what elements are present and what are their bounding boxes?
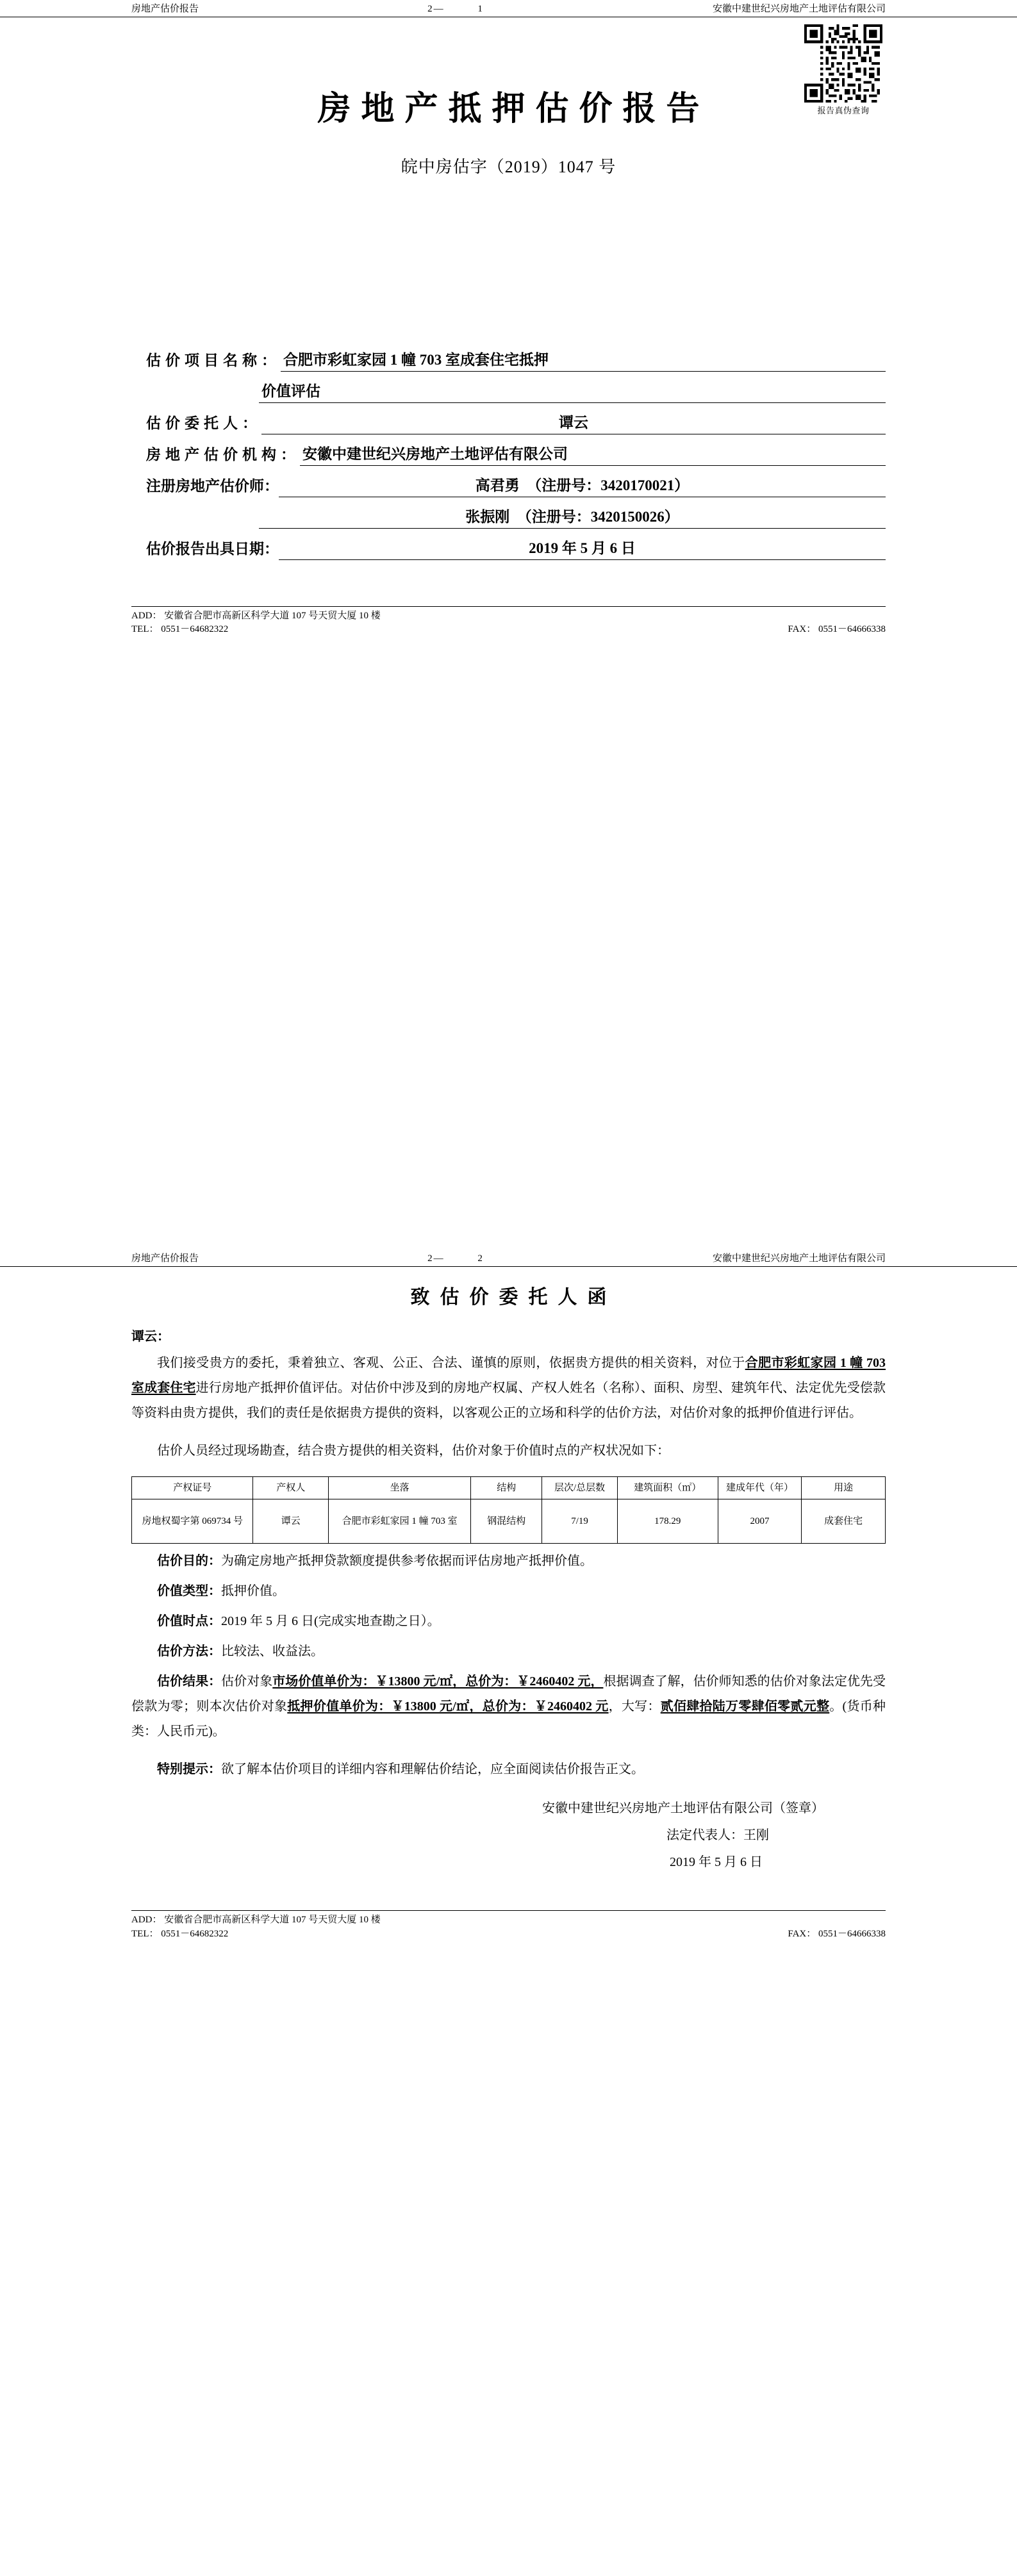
para1-part-a: 我们接受贵方的委托，秉着独立、客观、公正、合法、谨慎的原则，依据贵方提供的相关资料，对位于 <box>157 1355 745 1370</box>
cover-footer <box>0 609 1017 638</box>
special-note-paragraph <box>131 1757 886 1782</box>
cell-location: 合肥市彩虹家园 1 幢 703 室 <box>329 1499 471 1543</box>
mortgage-value-highlight: 抵押价值单价为：￥13800 元/㎡，总价为：￥2460402 元 <box>287 1699 609 1713</box>
running-header-left: 房地产估价报告 <box>131 4 199 14</box>
qr-code-icon <box>804 24 882 103</box>
item-value: 2019 年 5 月 6 日(完成实地查勘之日）。 <box>221 1614 440 1628</box>
result-part-e: ，大写： <box>608 1699 661 1713</box>
field-value: 合肥市彩虹家园 1 幢 703 室成套住宅抵押 <box>281 349 886 372</box>
col-usage: 用途 <box>802 1476 886 1499</box>
field-value: 2019 年 5 月 6 日 <box>279 538 886 560</box>
cell-structure: 钢混结构 <box>471 1499 542 1543</box>
footer-address: ADD： 安徽省合肥市高新区科学大道 107 号天贸大厦 10 楼 <box>131 1914 381 1925</box>
field-value: 高君勇 （注册号：3420170021） <box>279 475 886 497</box>
special-note-label: 特别提示： <box>157 1762 221 1776</box>
col-owner: 产权人 <box>253 1476 329 1499</box>
running-header-right: 安徽中建世纪兴房地产土地评估有限公司 <box>712 1253 886 1264</box>
field-value: 谭云 <box>261 412 886 434</box>
footer-fax: FAX： 0551－64666338 <box>788 624 886 635</box>
signature-legal-rep: 法定代表人：王刚 <box>666 1828 769 1842</box>
item-value: 比较法、收益法。 <box>221 1644 324 1658</box>
field-label: 估价委托人： <box>146 415 261 431</box>
cell-floor: 7/19 <box>542 1499 618 1543</box>
footer-divider-2 <box>131 1910 886 1911</box>
field-label: 注册房地产估价师： <box>146 477 279 494</box>
special-note-value: 欲了解本估价项目的详细内容和理解估价结论，应全面阅读估价报告正文。 <box>221 1762 644 1776</box>
item-appraisal-purpose <box>131 1549 886 1574</box>
table-header-row <box>132 1476 886 1499</box>
footer-fax: FAX： 0551－64666338 <box>788 1928 886 1939</box>
qr-code-block <box>801 24 886 116</box>
field-label: 房地产估价机构： <box>146 446 300 463</box>
letter-title: 致估价委托人函 <box>410 1286 617 1308</box>
letter-footer <box>0 1913 1017 1942</box>
report-number: 皖中房估字（2019）1047 号 <box>401 157 616 176</box>
running-header-2 <box>0 1253 1017 1267</box>
footer-tel: TEL： 0551－64682322 <box>131 1928 229 1939</box>
field-value: 张振刚 （注册号：3420150026） <box>259 506 886 529</box>
market-value-highlight: 市场价值单价为：￥13800 元/㎡，总价为：￥2460402 元， <box>272 1674 604 1688</box>
running-header <box>0 4 1017 17</box>
field-project-name-cont <box>146 381 886 403</box>
col-area: 建筑面积（㎡） <box>617 1476 718 1499</box>
letter-body <box>0 1325 1017 1876</box>
col-certificate-no: 产权证号 <box>132 1476 253 1499</box>
amount-in-words-highlight: 贰佰肆拾陆万零肆佰零贰元整 <box>660 1699 830 1713</box>
item-key: 价值时点： <box>157 1614 221 1628</box>
field-project-name <box>146 349 886 372</box>
col-location: 坐落 <box>329 1476 471 1499</box>
field-client <box>146 412 886 434</box>
result-part-a: 估价对象 <box>221 1674 273 1688</box>
cell-year-built: 2007 <box>718 1499 802 1543</box>
signature-block <box>131 1795 886 1876</box>
letter-paragraph-1 <box>131 1351 886 1426</box>
para1-part-c: 进行房地产抵押价值评估。对估价中涉及到的房地产权属、产权人姓名（名称）、面积、房型、建筑年代、法定优先受偿款等资料由贵方提供，我们的责任是依据贵方提供的资料，以客观公正的立场和科学的估价方法，对估价对象的抵押价值进行评估。 <box>131 1380 886 1420</box>
letter-page <box>0 1250 1017 1947</box>
cell-owner: 谭云 <box>253 1499 329 1543</box>
property-table <box>131 1476 886 1544</box>
signature-company: 安徽中建世纪兴房地产土地评估有限公司（签章） <box>542 1801 824 1815</box>
item-key: 价值类型： <box>157 1583 221 1598</box>
item-appraisal-method <box>131 1639 886 1664</box>
item-key: 估价目的： <box>157 1553 221 1568</box>
running-header-page: 2— 2 <box>427 1253 484 1264</box>
col-structure: 结构 <box>471 1476 542 1499</box>
running-header-right: 安徽中建世纪兴房地产土地评估有限公司 <box>712 4 886 14</box>
footer-tel: TEL： 0551－64682322 <box>131 624 229 635</box>
item-value: 为确定房地产抵押贷款额度提供参考依据而评估房地产抵押价值。 <box>221 1553 593 1568</box>
result-label: 估价结果： <box>157 1674 222 1688</box>
result-part-c: 根据调查了解，估价师知悉的估价对象法定优先受偿款为零；则本次估价对象 <box>131 1674 886 1713</box>
field-appraisal-agency <box>146 443 886 466</box>
col-floor: 层次/总层数 <box>542 1476 618 1499</box>
table-row <box>132 1499 886 1543</box>
item-value: 抵押价值。 <box>221 1583 285 1598</box>
field-label: 估价项目名称： <box>146 352 281 368</box>
cell-certificate-no: 房地权蜀字第 069734 号 <box>132 1499 253 1543</box>
cover-page <box>0 0 1017 1250</box>
signature-date: 2019 年 5 月 6 日 <box>670 1854 763 1869</box>
appraisal-result-paragraph <box>131 1669 886 1744</box>
letter-paragraph-2: 估价人员经过现场勘查，结合贵方提供的相关资料，估价对象于价值时点的产权状况如下： <box>157 1443 670 1458</box>
cover-fields <box>0 349 1017 560</box>
field-value: 价值评估 <box>259 381 886 403</box>
field-label: 估价报告出具日期： <box>146 540 279 557</box>
field-value: 安徽中建世纪兴房地产土地评估有限公司 <box>300 443 886 466</box>
cell-area: 178.29 <box>617 1499 718 1543</box>
cell-usage: 成套住宅 <box>802 1499 886 1543</box>
col-year-built: 建成年代（年） <box>718 1476 802 1499</box>
running-header-page: 2— 1 <box>427 4 484 14</box>
footer-address: ADD： 安徽省合肥市高新区科学大道 107 号天贸大厦 10 楼 <box>131 610 381 621</box>
item-key: 估价方法： <box>157 1644 221 1658</box>
letter-salutation: 谭云： <box>131 1329 170 1344</box>
field-appraiser-2 <box>146 506 886 529</box>
running-header-left: 房地产估价报告 <box>131 1253 199 1264</box>
result-part-g: 。(货币种类：人民币元)。 <box>131 1699 886 1738</box>
property-address-highlight: 合肥市彩虹家园 1 幢 703 室成套住宅 <box>131 1355 886 1395</box>
field-issue-date <box>146 538 886 560</box>
qr-caption: 报告真伪查询 <box>817 106 870 115</box>
item-value-date <box>131 1609 886 1634</box>
field-appraiser-1 <box>146 475 886 497</box>
page-title: 房地产抵押估价报告 <box>317 90 710 128</box>
footer-divider <box>131 606 886 607</box>
item-value-type <box>131 1579 886 1604</box>
